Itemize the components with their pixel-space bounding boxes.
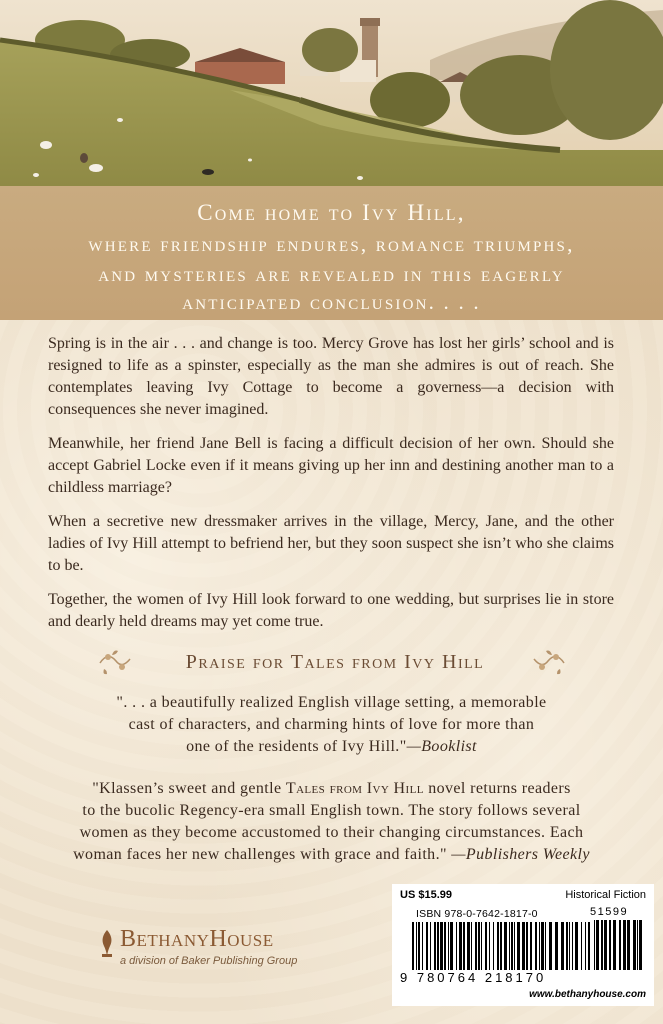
barcode-stripe	[434, 922, 436, 970]
barcode-stripe	[475, 922, 477, 970]
barcode-stripe	[517, 922, 520, 970]
barcode-stripe	[639, 920, 642, 970]
barcode-stripe	[467, 922, 470, 970]
barcode-stripe	[627, 920, 630, 970]
review-quote-publishers-weekly	[0, 778, 663, 866]
barcode-stripe	[418, 922, 420, 970]
tagline-band	[0, 186, 663, 320]
quote-text: woman faces her new challenges with grace and faith."	[73, 846, 447, 863]
tagline-line-3: and mysteries are revealed in this eagerly	[98, 262, 565, 286]
barcode-stripe	[481, 922, 482, 970]
barcode-stripe	[633, 920, 636, 970]
barcode-stripe	[489, 922, 490, 970]
genre-label: Historical Fiction	[565, 889, 646, 901]
tagline-line-2: where friendship endures, romance triumphs,	[88, 232, 575, 256]
barcode-stripe	[422, 922, 423, 970]
lamp-flame-icon	[96, 928, 118, 958]
quote-line: women as they become accustomed to their changing circumstances. Each	[79, 824, 584, 841]
tagline-line-1: Come home to Ivy Hill,	[197, 200, 466, 225]
barcode-stripe	[604, 920, 607, 970]
publisher-division: a division of Baker Publishing Group	[120, 955, 298, 967]
barcode-stripe	[585, 922, 586, 970]
ean-barcode-icon	[412, 922, 590, 970]
barcode-stripe	[430, 922, 431, 970]
quote-line	[0, 736, 663, 758]
barcode-stripe	[437, 922, 439, 970]
barcode-stripe	[619, 920, 621, 970]
barcode-stripe	[459, 922, 462, 970]
praise-heading: Praise for Tales from Ivy Hill	[185, 651, 485, 673]
review-quote-booklist	[0, 692, 663, 758]
barcode-stripe	[509, 922, 510, 970]
barcode-stripe	[416, 922, 417, 970]
barcode-stripe	[601, 920, 603, 970]
barcode-stripe	[569, 922, 570, 970]
price-label: US $15.99	[400, 889, 452, 901]
quote-source: —Publishers Weekly	[446, 846, 590, 863]
barcode-stripe	[497, 922, 499, 970]
description-paragraph: When a secretive new dressmaker arrives in the village, Mercy, Jane, and the other ladies of Ivy Hill attempt to befriend her, but they soon suspect she isn’t who she claims to be.	[48, 513, 614, 574]
ean-number: 9 780764 218170	[400, 970, 547, 985]
barcode-stripe	[572, 922, 573, 970]
barcode-stripe	[485, 922, 487, 970]
barcode-stripe	[530, 922, 532, 970]
barcode-stripe	[504, 922, 507, 970]
barcode-stripe	[440, 922, 443, 970]
barcode-stripe	[478, 922, 480, 970]
barcode-stripe	[456, 922, 457, 970]
barcode-stripe	[541, 922, 544, 970]
barcode-stripe	[448, 922, 449, 970]
barcode-stripe	[581, 922, 582, 970]
quote-text: one of the residents of Ivy Hill."	[186, 738, 407, 755]
barcode-stripe	[596, 920, 599, 970]
barcode-stripe	[588, 922, 590, 970]
barcode-stripe	[493, 922, 494, 970]
barcode-stripe	[549, 922, 552, 970]
publisher-name: BethanyHouse	[120, 926, 274, 952]
quote-line: to the bucolic Regency-era small English town. The story follows several	[82, 802, 581, 819]
barcode-stripe	[545, 922, 546, 970]
village-landscape-image	[0, 0, 663, 186]
floral-ornament-icon	[98, 647, 132, 677]
barcode-stripe	[463, 922, 465, 970]
barcode-stripe	[426, 922, 428, 970]
quote-source: —Booklist	[406, 738, 477, 755]
barcode-stripe	[609, 920, 611, 970]
addon-number: 51599	[590, 906, 629, 918]
book-description	[48, 333, 614, 645]
barcode-stripe	[594, 920, 595, 970]
barcode-stripe	[500, 922, 502, 970]
praise-header	[0, 647, 663, 683]
barcode-stripe	[522, 922, 525, 970]
barcode-stripe	[412, 922, 414, 970]
quote-line	[0, 778, 663, 800]
barcode-stripe	[566, 922, 568, 970]
quote-text: "Klassen’s sweet and gentle	[92, 780, 286, 797]
barcode-stripe	[613, 920, 616, 970]
quote-line	[0, 844, 663, 866]
series-title: Tales from Ivy Hill	[285, 780, 424, 797]
barcode-stripe	[526, 922, 528, 970]
barcode-stripe	[555, 922, 558, 970]
price-addon-barcode-icon	[594, 920, 644, 970]
barcode-stripe	[511, 922, 513, 970]
description-paragraph: Together, the women of Ivy Hill look forward to one wedding, but surprises lie in store and dearly held dreams may yet come true.	[48, 591, 614, 630]
floral-ornament-icon	[532, 647, 566, 677]
barcode-stripe	[637, 920, 638, 970]
barcode-stripe	[514, 922, 515, 970]
barcode-stripe	[471, 922, 472, 970]
barcode-stripe	[575, 922, 578, 970]
quote-line: ". . . a beautifully realized English village setting, a memorable	[116, 694, 547, 711]
tagline-line-4: anticipated conclusion. . . .	[182, 290, 481, 314]
quote-text: novel returns readers	[423, 780, 571, 797]
description-paragraph: Spring is in the air . . . and change is too. Mercy Grove has lost her girls’ school and is resigned to life as a spinster, especially as the man she admires is out of reach. She contemplates leaving Ivy Cottage to become a governess—a decision with consequences she never imagined.	[48, 335, 614, 418]
description-paragraph: Meanwhile, her friend Jane Bell is facing a difficult decision of her own. Should she accept Gabriel Locke even if it means giving up her inn and destining another man to a childless marriage?	[48, 435, 614, 496]
quote-line: cast of characters, and charming hints of love for more than	[128, 716, 535, 733]
barcode-stripe	[535, 922, 537, 970]
barcode-stripe	[450, 922, 453, 970]
barcode-stripe	[444, 922, 446, 970]
isbn-label: ISBN 978-0-7642-1817-0	[416, 908, 538, 920]
barcode-stripe	[539, 922, 540, 970]
barcode-panel	[392, 884, 654, 1006]
publisher-url: www.bethanyhouse.com	[529, 989, 646, 1000]
barcode-stripe	[561, 922, 564, 970]
barcode-stripe	[623, 920, 626, 970]
publisher-logo	[96, 922, 326, 970]
